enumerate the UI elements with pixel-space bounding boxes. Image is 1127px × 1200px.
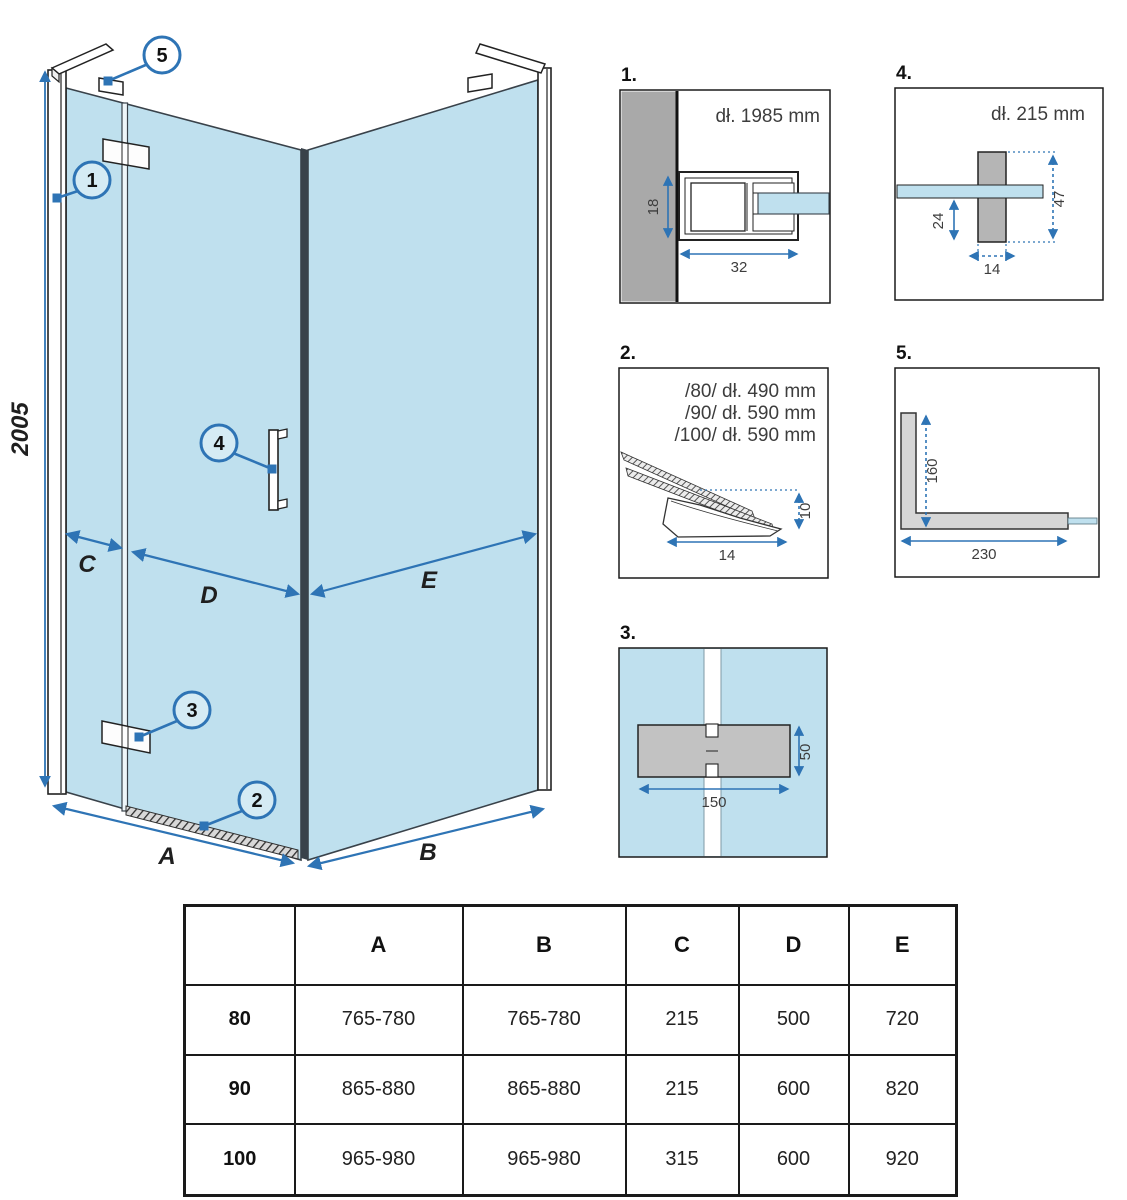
- cell-c: 215: [626, 985, 739, 1055]
- detail-2-note-100: /100/ dł. 590 mm: [674, 425, 816, 446]
- callout-2-number: 2: [251, 790, 263, 812]
- detail-1-length-note: dł. 1985 mm: [715, 106, 820, 127]
- cell-a: 765-780: [295, 985, 463, 1055]
- table-header-row: [185, 906, 957, 985]
- cell-d: 600: [739, 1055, 849, 1125]
- hinge-plate: [638, 724, 790, 777]
- detail-2-note-90: /90/ dł. 590 mm: [685, 403, 816, 424]
- row-size: 80: [185, 985, 295, 1055]
- cell-a: 865-880: [295, 1055, 463, 1125]
- dim-14-label: 14: [718, 547, 736, 564]
- cell-e: 920: [849, 1124, 957, 1195]
- table-header-a: A: [295, 906, 463, 985]
- glass-section: [897, 185, 1043, 198]
- main-drawing: [7, 37, 551, 870]
- dim-24-label: 24: [930, 212, 947, 230]
- dim-18-label: 18: [645, 198, 662, 216]
- callout-5-number: 5: [156, 45, 168, 67]
- row-size: 90: [185, 1055, 295, 1125]
- table-row: [185, 1055, 957, 1125]
- dim-b-label: B: [419, 839, 437, 866]
- cell-b: 965-980: [463, 1124, 626, 1195]
- table-header-e: E: [849, 906, 957, 985]
- callout-3-number: 3: [186, 700, 198, 722]
- detail-3-label: 3.: [620, 623, 636, 644]
- detail-2-note-80: /80/ dł. 490 mm: [685, 381, 816, 402]
- cell-e: 820: [849, 1055, 957, 1125]
- table-row: [185, 985, 957, 1055]
- callout-1-number: 1: [86, 170, 98, 192]
- cell-d: 600: [739, 1124, 849, 1195]
- detail-view-4: [895, 63, 1103, 300]
- detail-view-2: [619, 343, 828, 578]
- detail-1-label: 1.: [621, 65, 637, 86]
- detail-view-3: [619, 623, 827, 857]
- dim-14-label: 14: [983, 261, 1001, 278]
- dim-50-label: 50: [797, 743, 814, 761]
- callout-5: [104, 37, 181, 86]
- callout-4-number: 4: [213, 433, 225, 455]
- glass-section: [758, 193, 829, 214]
- cell-b: 765-780: [463, 985, 626, 1055]
- glass-edge: [1068, 518, 1097, 524]
- dim-10-label: 10: [797, 502, 814, 520]
- size-table: [183, 904, 958, 1197]
- dim-e-label: E: [420, 567, 438, 594]
- wall-profile-right: [538, 68, 551, 790]
- detail-2-label: 2.: [620, 343, 636, 364]
- detail-5-label: 5.: [896, 343, 912, 364]
- height-dim-label: 2005: [7, 402, 34, 456]
- cell-b: 865-880: [463, 1055, 626, 1125]
- detail-4-label: 4.: [896, 63, 912, 84]
- dim-150-label: 150: [701, 794, 727, 811]
- corner-post: [301, 148, 308, 860]
- dim-d-label: D: [200, 582, 218, 609]
- glass-panel-right: [308, 80, 538, 860]
- table-header-d: D: [739, 906, 849, 985]
- table-row: [185, 1124, 957, 1195]
- table-header-b: B: [463, 906, 626, 985]
- detail-view-1: [620, 65, 830, 303]
- dim-a-label: A: [158, 843, 176, 870]
- detail-4-length-note: dł. 215 mm: [991, 104, 1085, 125]
- dim-32-label: 32: [730, 259, 748, 276]
- cell-e: 720: [849, 985, 957, 1055]
- table-header-c: C: [626, 906, 739, 985]
- cell-c: 315: [626, 1124, 739, 1195]
- dim-160-label: 160: [924, 458, 941, 484]
- cell-c: 215: [626, 1055, 739, 1125]
- table-header-blank: [185, 906, 295, 985]
- dim-230-label: 230: [971, 546, 997, 563]
- dim-47-label: 47: [1051, 190, 1068, 208]
- glass-panel-left: [66, 88, 301, 860]
- detail-view-5: [895, 343, 1099, 577]
- cell-a: 965-980: [295, 1124, 463, 1195]
- wall-profile-left: [48, 70, 66, 794]
- dim-c-label: C: [78, 551, 96, 578]
- door-hinge-edge: [122, 103, 128, 811]
- dimension-height: [7, 72, 45, 786]
- cell-d: 500: [739, 985, 849, 1055]
- row-size: 100: [185, 1124, 295, 1195]
